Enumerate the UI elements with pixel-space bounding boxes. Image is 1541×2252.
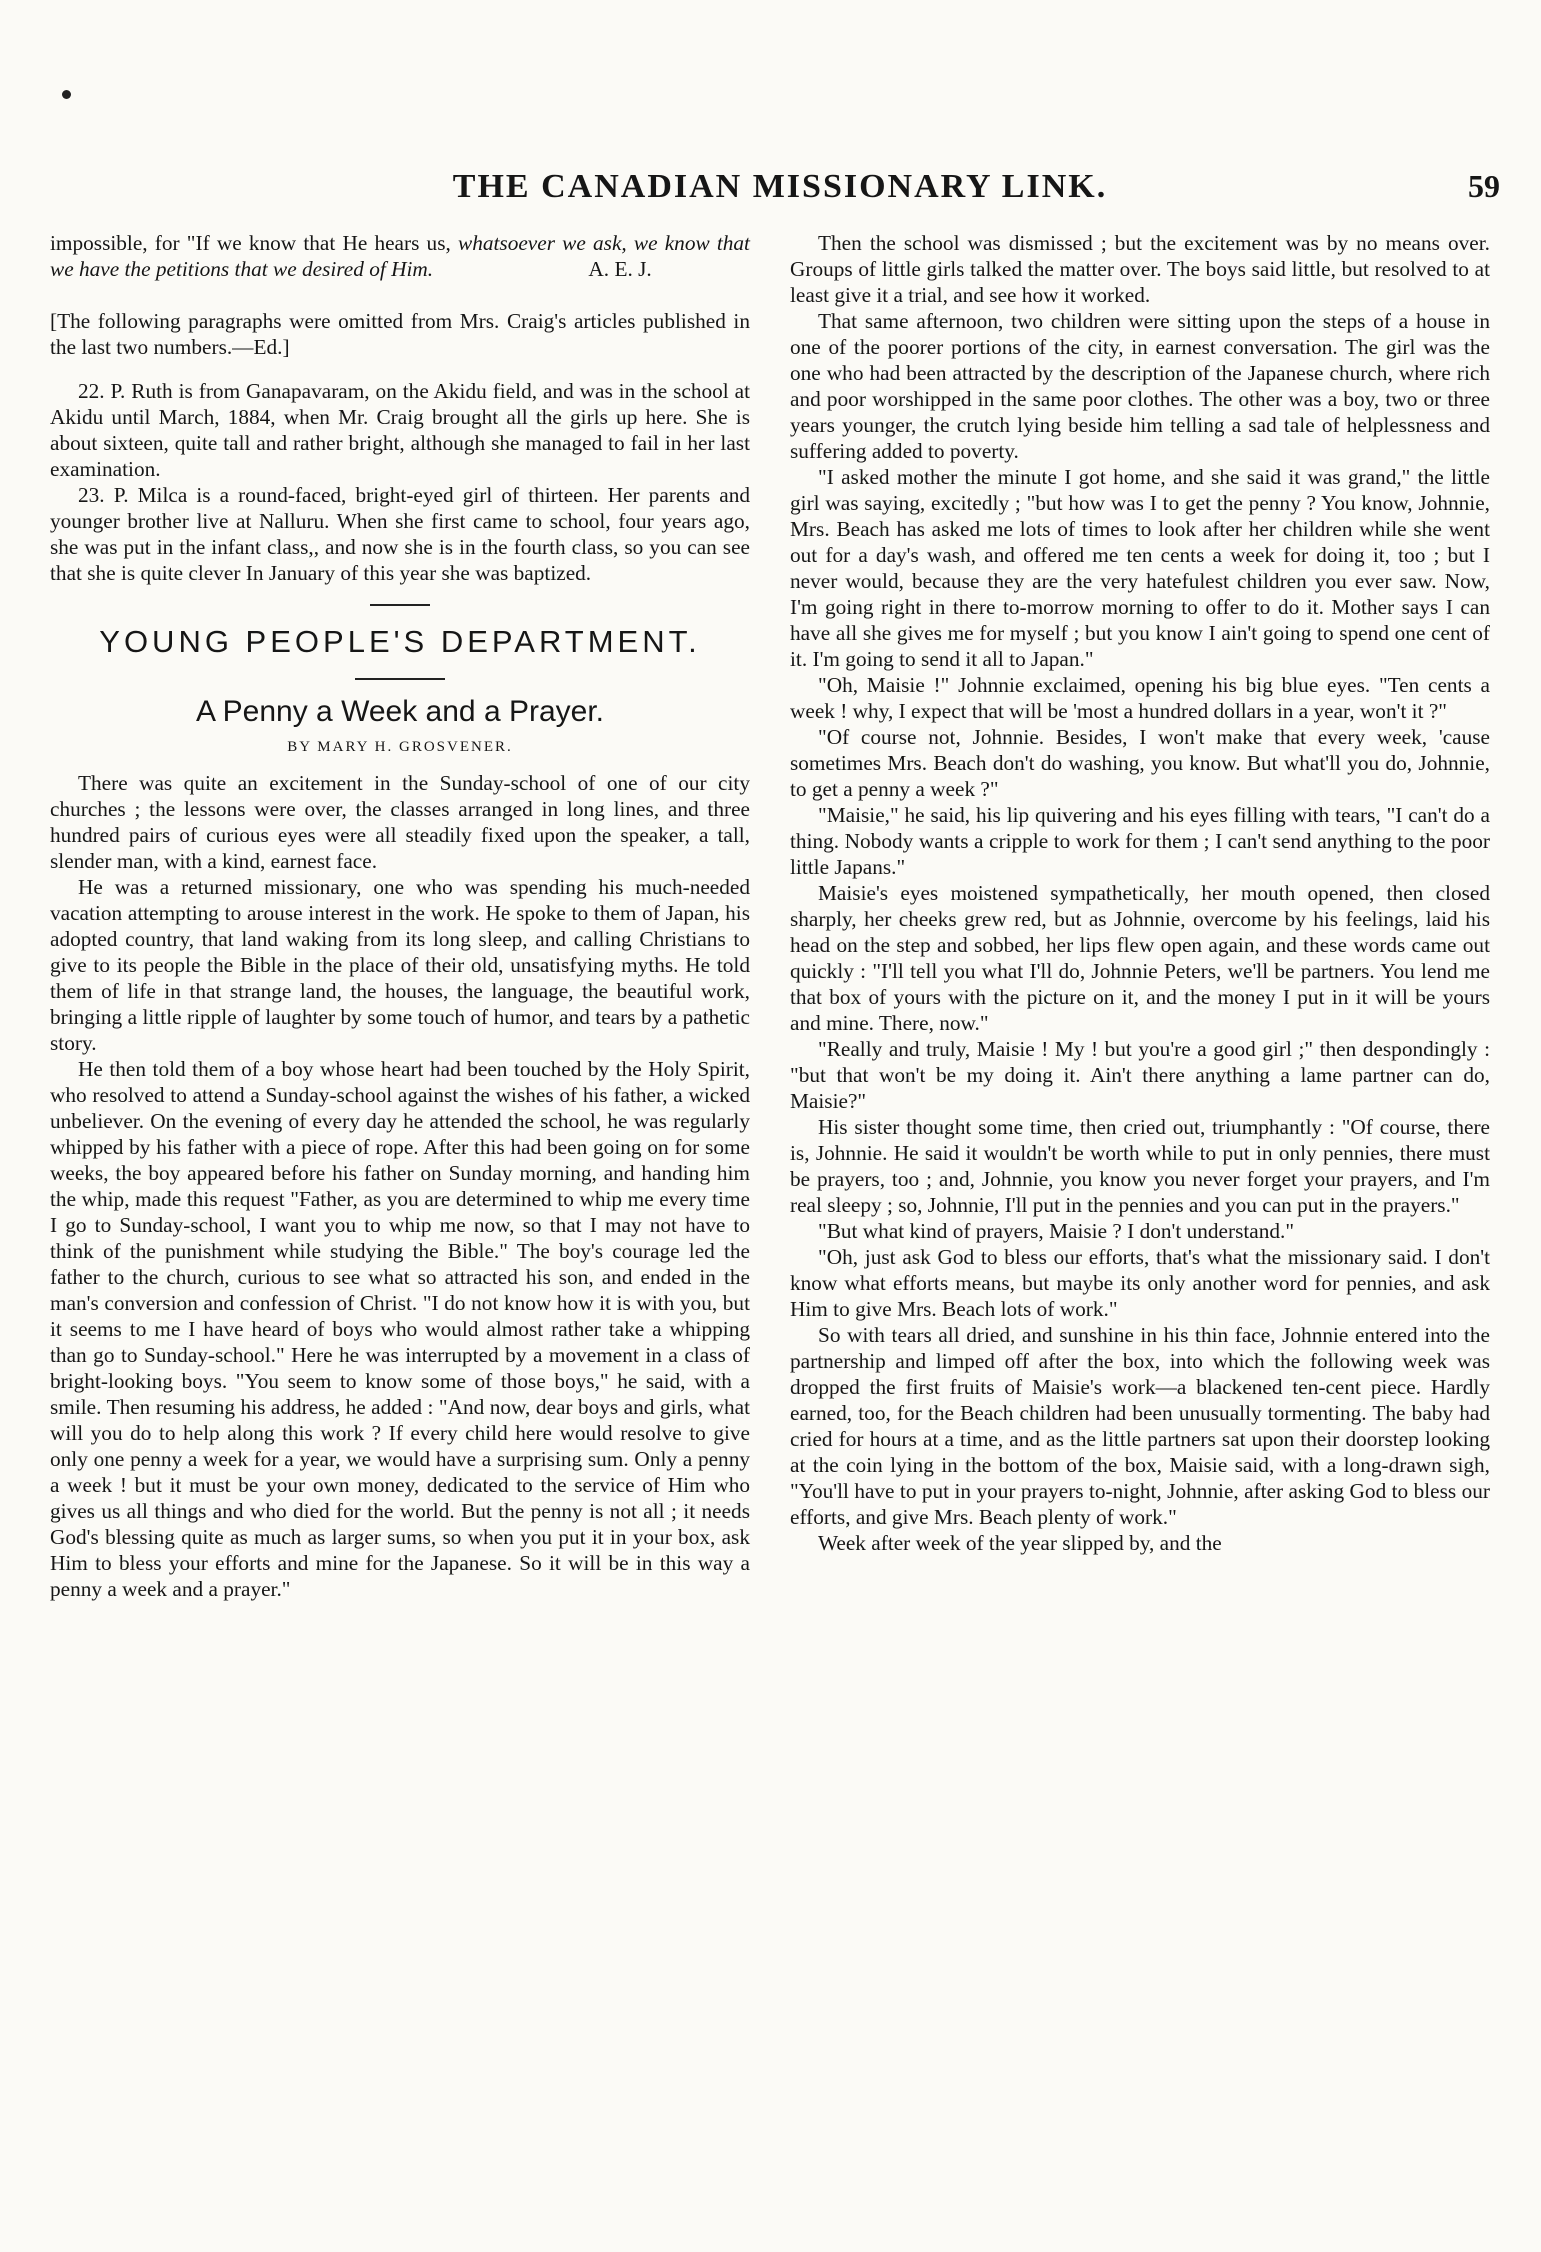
story-byline: BY MARY H. GROSVENER. xyxy=(287,739,513,755)
paragraph-ruth: 22. P. Ruth is from Ganapavaram, on the Akidu field, and was in the school at Akidu until March, 1884, when Mr. Craig brought all the girls up here. She is about sixteen, quite tall and rather bright, although she managed to fail in her last examination. xyxy=(50,379,750,481)
section-heading: YOUNG PEOPLE'S DEPARTMENT. xyxy=(99,624,701,659)
page-number: 59 xyxy=(1468,168,1500,204)
separator-rule xyxy=(370,604,430,606)
left-column xyxy=(50,230,750,1602)
story-paragraph: Then the school was dismissed ; but the excitement was by no means over. Groups of little girls talked the matter over. The boys said little, but resolved to at least give it a trial, and see how it worked. xyxy=(790,231,1490,307)
story-paragraph: "Maisie," he said, his lip quivering and his eyes filling with tears, "I can't do a thing. Nobody wants a cripple to work for them ; I can't send anything to the poor little Japans." xyxy=(790,803,1490,879)
story-paragraph: There was quite an excitement in the Sunday-school of one of our city churches ; the lessons were over, the classes arranged in long lines, and three hundred pairs of curious eyes were all steadily fixed upon the speaker, a tall, slender man, with a kind, earnest face. xyxy=(50,771,750,873)
story-paragraph: "Of course not, Johnnie. Besides, I won't make that every week, 'cause sometimes Mrs. Beach don't do washing, you know. But what'll you do, Johnnie, to get a penny a week ?" xyxy=(790,725,1490,801)
story-paragraph: Week after week of the year slipped by, and the xyxy=(818,1531,1222,1555)
story-paragraph: "I asked mother the minute I got home, and she said it was grand," the little girl was saying, excitedly ; "but how was I to get the penny ? You know, Johnnie, Mrs. Beach has asked me lots of times to look after her children while she went out for a day's wash, and offered me ten cents a week for doing it, too ; but I never would, because they are the very hatefulest children you ever saw. Now, I'm going right in there to-morrow morning to offer to do it. Mother says I can have all she gives me for myself ; but you know I ain't going to spend one cent of it. I'm going to send it all to Japan." xyxy=(790,465,1490,671)
story-paragraph: "Oh, Maisie !" Johnnie exclaimed, opening his big blue eyes. "Ten cents a week ! why, I expect that will be 'most a hundred dollars in a year, won't it ?" xyxy=(790,673,1490,723)
ink-speck xyxy=(62,90,71,99)
heading-rule xyxy=(355,678,445,680)
story-paragraph: "Oh, just ask God to bless our efforts, that's what the missionary said. I don't know what efforts means, but maybe its only another word for pennies, and ask Him to give Mrs. Beach lots of work." xyxy=(790,1245,1490,1321)
continued-italic-text: whatsoever we ask, we know that we have the petitions that we desired of Him. xyxy=(50,231,750,281)
story-paragraph: That same afternoon, two children were sitting upon the steps of a house in one of the poorer portions of the city, in earnest conversation. The girl was the one who had been attracted by the description of the Japanese church, where rich and poor worshipped in the same poor clothes. The other was a boy, two or three years younger, the crutch lying beside him telling a sad tale of helplessness and suffering added to poverty. xyxy=(790,309,1490,463)
paragraph-milca: 23. P. Milca is a round-faced, bright-eyed girl of thirteen. Her parents and younger brother live at Nalluru. When she first came to school, four years ago, she was put in the infant class,, and now she is in the fourth class, so you can see that she is quite clever In January of this year she was baptized. xyxy=(50,483,750,585)
story-paragraph: His sister thought some time, then cried out, triumphantly : "Of course, there is, Johnnie. He said it wouldn't be worth while to put in only pennies, there must be prayers, too ; and, Johnnie, you know you never forget your prayers, and I'm real sleepy ; so, Johnnie, I'll put in the pennies and you can put in the prayers." xyxy=(790,1115,1490,1217)
story-paragraph: "Really and truly, Maisie ! My ! but you're a good girl ;" then despondingly : "but that won't be my doing it. Ain't there anything a lame partner can do, Maisie?" xyxy=(790,1037,1490,1113)
page-header xyxy=(60,160,1500,210)
story-paragraph: "But what kind of prayers, Maisie ? I don't understand." xyxy=(818,1219,1295,1243)
running-title: THE CANADIAN MISSIONARY LINK. xyxy=(452,168,1108,205)
story-paragraph: Maisie's eyes moistened sympathetically, her mouth opened, then closed sharply, her cheeks grew red, but as Johnnie, overcome by his feelings, laid his head on the step and sobbed, her lips flew open again, and these words came out quickly : "I'll tell you what I'll do, Johnnie Peters, we'll be partners. You lend me that box of yours with the picture on it, and the money I put in it will be yours and mine. There, now." xyxy=(790,881,1490,1035)
editor-note: [The following paragraphs were omitted from Mrs. Craig's articles published in the last two numbers.—Ed.] xyxy=(50,309,750,359)
author-initials: A. E. J. xyxy=(588,257,652,281)
right-column xyxy=(790,230,1490,1556)
story-paragraph: He then told them of a boy whose heart had been touched by the Holy Spirit, who resolved to attend a Sunday-school against the wishes of his father, a wicked unbeliever. On the evening of every day he attended the school, he was regularly whipped by his father with a piece of rope. After this had been going on for some weeks, the boy appeared before his father on Sunday morning, and handing him the whip, made this request "Father, as you are determined to whip me every time I go to Sunday-school, I want you to whip me now, so that I may not have to think of the punishment while studying the Bible." The boy's courage led the father to the church, curious to see what so attracted his son, and ended in the man's conversion and confession of Christ. "I do not know how it is with you, but it seems to me I have heard of boys who would almost rather take a whipping than go to Sunday-school." Here he was interrupted by a movement in a class of bright-looking boys. "You seem to know some of those boys," he said, with a smile. Then resuming his address, he added : "And now, dear boys and girls, what will you do to help along this work ? If every child here would resolve to give only one penny a week for a year, we would have a surprising sum. Only a penny a week ! but it must be your own money, dedicated to the service of Him who gives us all things and who died for the world. But the penny is not all ; it needs God's blessing quite as much as larger sums, so when you put it in your box, ask Him to bless your efforts and mine for the Japanese. So it will be in this way a penny a week and a prayer." xyxy=(50,1057,750,1601)
continued-paragraph xyxy=(50,230,750,282)
story-title: A Penny a Week and a Prayer. xyxy=(195,695,605,728)
continued-text: impossible, for "If we know that He hears us, xyxy=(50,231,458,255)
story-paragraph: He was a returned missionary, one who was spending his much-needed vacation attempting to arouse interest in the work. He spoke to them of Japan, his adopted country, that land waking from its long sleep, and calling Christians to give to its people the Bible in the place of their old, unsatisfying myths. He told them of life in that strange land, the houses, the language, the beautiful work, bringing a little ripple of laughter by some touch of humor, and tears by a pathetic story. xyxy=(50,875,750,1055)
story-paragraph: So with tears all dried, and sunshine in his thin face, Johnnie entered into the partnership and limped off after the box, into which the following week was dropped the first fruits of Maisie's work—a blackened ten-cent piece. Hardly earned, too, for the Beach children had been unusually tormenting. The baby had cried for hours at a time, and as the little partners sat upon their doorstep looking at the coin lying in the bottom of the box, Maisie said, with a long-drawn sigh, "You'll have to put in your prayers to-night, Johnnie, after asking God to bless our efforts, and give Mrs. Beach plenty of work." xyxy=(790,1323,1490,1529)
